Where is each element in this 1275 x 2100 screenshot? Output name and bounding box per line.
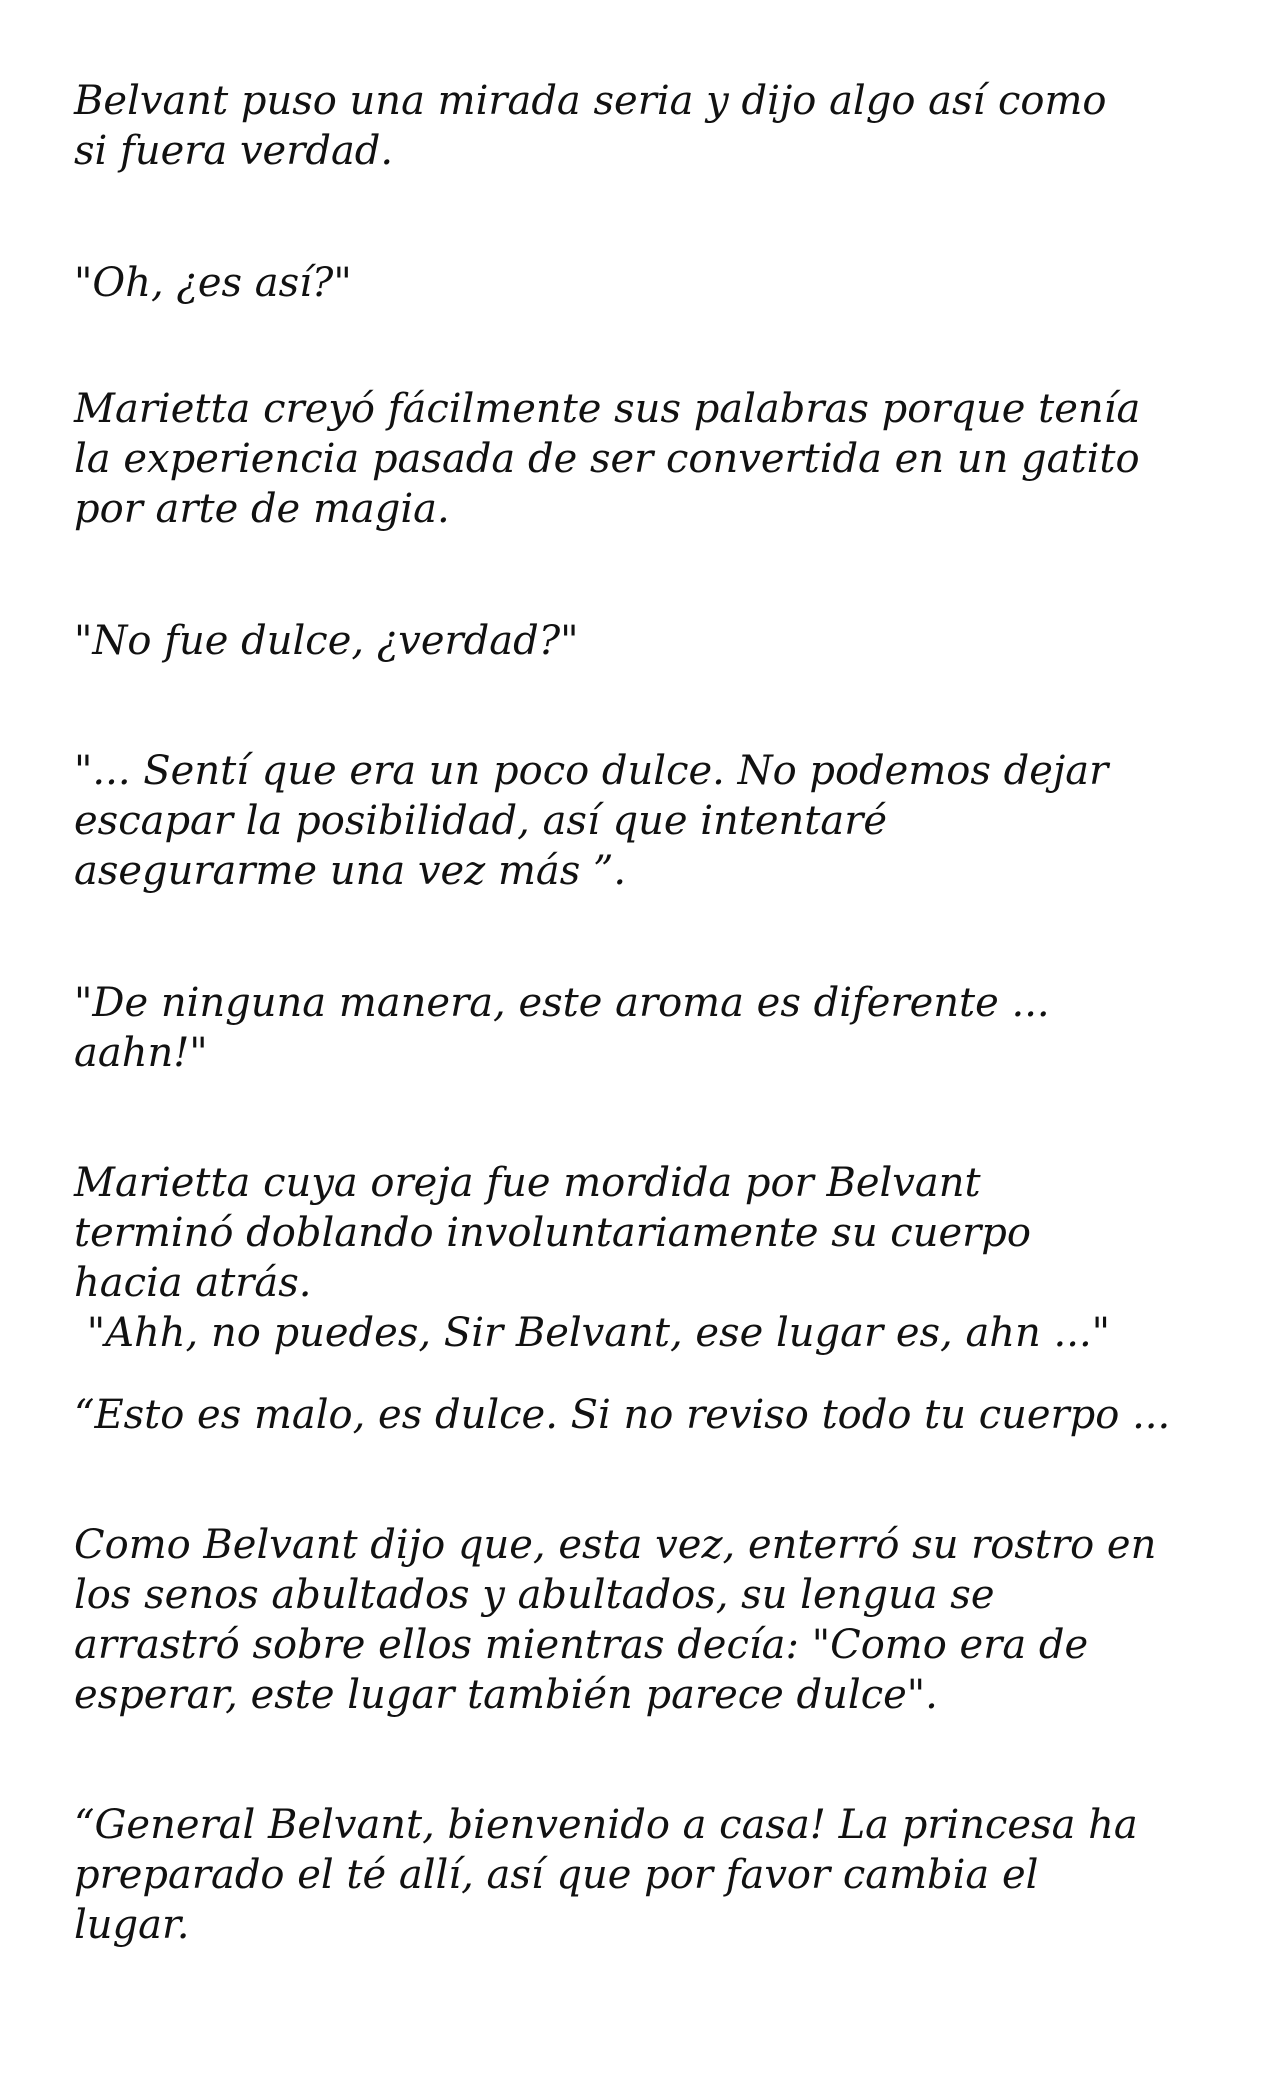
text-line: "No fue dulce, ¿verdad?": [74, 618, 579, 664]
text-line: "... Sentí que era un poco dulce. No podemos dejar: [74, 748, 1109, 794]
text-line: “Esto es malo, es dulce. Si no reviso todo tu cuerpo ...: [74, 1392, 1171, 1438]
text-line: la experiencia pasada de ser convertida en un gatito: [74, 436, 1140, 482]
paragraph-7: [74, 1158, 1224, 1358]
paragraph-3: [74, 384, 1224, 534]
text-line: Belvant puso una mirada seria y dijo algo así como: [74, 78, 1107, 124]
text-line: Marietta creyó fácilmente sus palabras porque tenía: [74, 386, 1141, 432]
text-line: escapar la posibilidad, así que intentaré: [74, 798, 887, 844]
text-line: "De ninguna manera, este aroma es diferente ...: [74, 980, 1050, 1026]
text-line: asegurarme una vez más ”.: [74, 848, 627, 894]
paragraph-8: [74, 1390, 1224, 1440]
text-line: "Ahh, no puedes, Sir Belvant, ese lugar es, ahn ...": [74, 1310, 1111, 1356]
text-line: terminó doblando involuntariamente su cuerpo: [74, 1210, 1031, 1256]
text-line: “General Belvant, bienvenido a casa! La princesa ha: [74, 1802, 1138, 1848]
text-line: arrastró sobre ellos mientras decía: "Como era de: [74, 1622, 1089, 1668]
paragraph-1: [74, 76, 1224, 176]
text-line: si fuera verdad.: [74, 128, 394, 174]
paragraph-5: [74, 746, 1224, 896]
paragraph-4: [74, 616, 1224, 666]
text-line: aahn!": [74, 1030, 208, 1076]
paragraph-9: [74, 1520, 1224, 1720]
text-line: "Oh, ¿es así?": [74, 260, 352, 306]
text-line: preparado el té allí, así que por favor cambia el: [74, 1852, 1039, 1898]
text-line: hacia atrás.: [74, 1260, 312, 1306]
paragraph-2: [74, 258, 1224, 308]
text-line: por arte de magia.: [74, 486, 450, 532]
text-line: lugar.: [74, 1902, 190, 1948]
paragraph-6: [74, 978, 1224, 1078]
text-line: Marietta cuya oreja fue mordida por Belvant: [74, 1160, 981, 1206]
text-line: los senos abultados y abultados, su lengua se: [74, 1572, 995, 1618]
text-line: Como Belvant dijo que, esta vez, enterró su rostro en: [74, 1522, 1157, 1568]
paragraph-10: [74, 1800, 1224, 1950]
text-line: esperar, este lugar también parece dulce".: [74, 1672, 938, 1718]
